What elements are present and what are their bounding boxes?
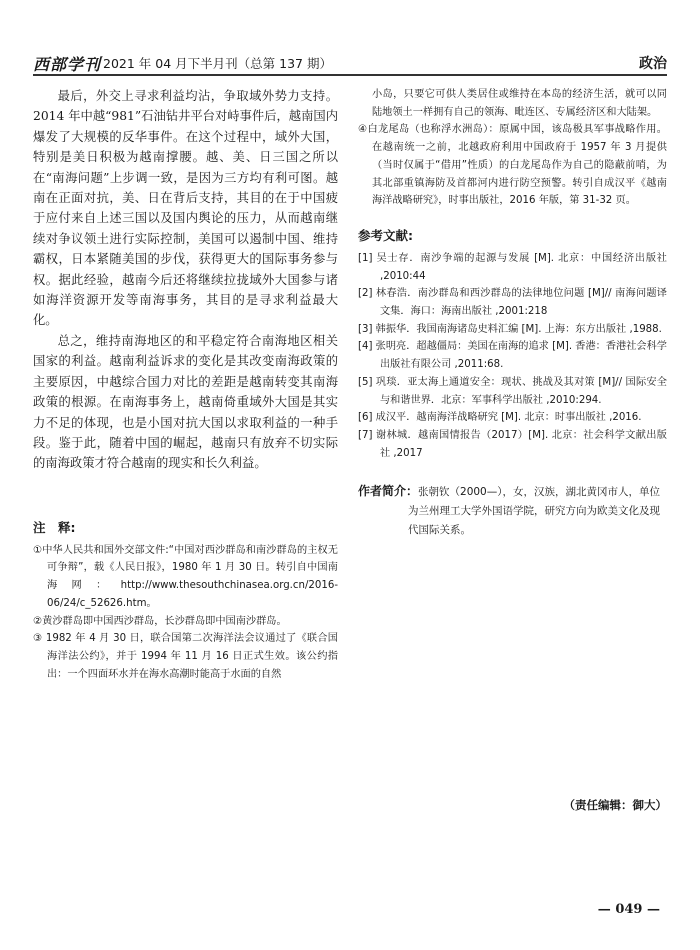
- author-bio: [358, 482, 667, 540]
- reference-item: [2] 林春浩．南沙群岛和西沙群岛的法律地位问题 [M]// 南海问题译文集．海口：海南出版社 ,2001:218: [358, 288, 667, 318]
- reference-item: [1] 吴士存．南沙争端的起源与发展 [M]. 北京：中国经济出版社 ,2010:44: [358, 252, 667, 282]
- page-number: — 049 —: [597, 902, 660, 917]
- note-item: ①中华人民共和国外交部文件:“中国对西沙群岛和南沙群岛的主权无可争辩”，载《人民日报》，1980 年 1 月 30 日。转引自中国南海网：http://www.thesouthchinasea.org.cn/2016-06/24/c_52626.htm。: [33, 544, 338, 609]
- note-item: ③ 1982 年 4 月 30 日，联合国第二次海洋法会议通过了《联合国海洋法公约》，并于 1994 年 11 月 16 日正式生效。该公约指出：一个四面环水并在海水高潮时能高于水面的自然: [33, 633, 338, 680]
- journal-logo: 西部学刊: [33, 55, 102, 74]
- notes-heading: 注 释:: [33, 519, 76, 535]
- reference-item: [7] 谢林城．越南国情报告（2017）[M]. 北京：社会科学文献出版社 ,2017: [358, 429, 667, 459]
- body-paragraph: 总之，维持南海地区的和平稳定符合南海地区相关国家的利益。越南利益诉求的变化是其改变南海政策的主要原因，中越综合国力对比的差距是越南转变其南海政策的根源。在南海事务上，越南倚重域外大国是其实力不足的体现，也是小国对抗大国以求取利益的一种手段。鉴于此，随着中国的崛起，越南只有放弃不切实际的南海政策才符合越南的现实和长久利益。: [33, 333, 338, 471]
- reference-item: [6] 成汉平．越南海洋战略研究 [M]. 北京：时事出版社 ,2016.: [358, 412, 642, 424]
- note-item: ②黄沙群岛即中国西沙群岛，长沙群岛即中国南沙群岛。: [33, 615, 287, 627]
- reference-item: [3] 韩振华．我国南海诸岛史料汇编 [M]. 上海：东方出版社 ,1988.: [358, 323, 662, 335]
- note-item: ④白龙尾岛（也称浮水洲岛）：原属中国，该岛极具军事战略作用。在越南统一之前，北越政府利用中国政府于 1957 年 3 月提供（当时仅属于“借用”性质）的白龙尾岛作为自己的隐蔽前哨，为其北部重镇海防及首都河内进行防空预警。转引自成汉平《越南海洋战略研究》，时事出版社，2016 年版，第 31-32 页。: [358, 124, 667, 207]
- reference-item: [5] 巩琰．亚太海上通道安全：现状、挑战及其对策 [M]// 国际安全与和谐世界．北京：军事科学出版社 ,2010:294.: [358, 376, 667, 406]
- author-bio-text: 张朝钦（2000—），女，汉族，湖北黄冈市人，单位为兰州理工大学外国语学院，研究方向为欧美文化及现代国际关系。: [408, 486, 660, 537]
- page-header: [33, 48, 667, 76]
- issue-info: 2021 年 04 月下半月刊（总第 137 期）: [103, 56, 332, 71]
- reference-item: [4] 张明亮．超越僵局：美国在南海的追求 [M]. 香港：香港社会科学出版社有限公司 ,2011:68.: [358, 341, 667, 371]
- section-title: 政治: [639, 56, 667, 72]
- body-paragraph: 最后，外交上寻求利益均沾，争取域外势力支持。2014 年中越“981”石油钻井平台对峙事件后，越南国内爆发了大规模的反华事件。在这个过程中，域外大国，特别是美日积极为越南撑腰。越、美、日三国之所以在“南海问题”上步调一致，是因为三方均有利可图。越南在正面对抗，美、日在背后支持，其目的在于中国疲于应付来自上述三国以及国内舆论的压力，从而越南继续对争议领土进行实际控制，美国可以遏制中国、维持霸权，日本紧随美国的步伐，获得更大的国际事务参与权。据此经验，越南今后还将继续拉拢域外大国参与诸如海洋资源开发等南海事务，其目的是寻求利益最大化。: [33, 89, 338, 328]
- left-column: [33, 86, 338, 683]
- author-bio-label: 作者简介：: [358, 484, 419, 499]
- note-item-continued: 小岛，只要它可供人类居住或维持在本岛的经济生活，就可以同陆地领土一样拥有自己的领海、毗连区、专属经济区和大陆架。: [372, 89, 667, 118]
- responsible-editor: （责任编辑：御大）: [563, 798, 667, 812]
- right-column: [358, 86, 667, 540]
- references-heading: 参考文献:: [358, 227, 413, 243]
